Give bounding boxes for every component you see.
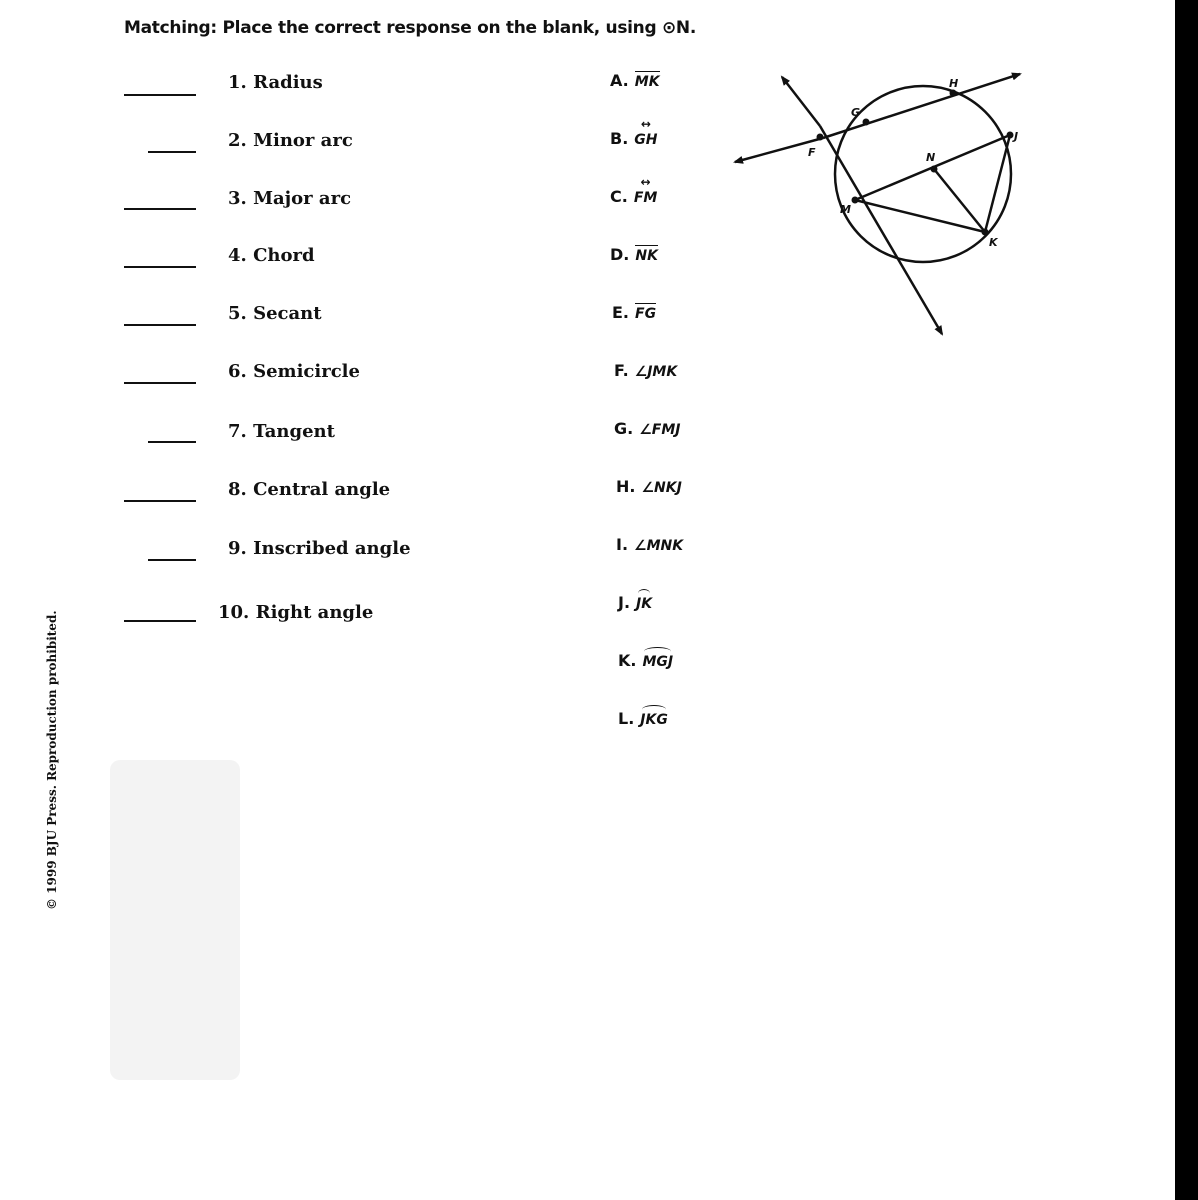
term-item: 4. Chord: [228, 245, 315, 266]
point-dot: [863, 119, 870, 126]
point-label-g: G: [851, 106, 861, 119]
option-item: K. MGJ: [618, 651, 674, 670]
option-item: D. NK: [610, 245, 658, 264]
answer-blank-3[interactable]: [124, 208, 196, 210]
option-item: A. MK: [610, 71, 660, 90]
circle-n: [835, 86, 1011, 262]
answer-blank-1[interactable]: [124, 94, 196, 96]
answer-blank-9[interactable]: [148, 559, 196, 561]
term-item: 2. Minor arc: [228, 130, 353, 151]
option-item: B.↔ GH: [610, 129, 658, 148]
point-dot: [1007, 132, 1014, 139]
term-item: 3. Major arc: [228, 188, 352, 209]
point-dot: [817, 134, 824, 141]
point-label-n: N: [926, 151, 936, 164]
point-dot: [950, 90, 957, 97]
answer-blank-7[interactable]: [148, 441, 196, 443]
point-label-f: F: [808, 146, 816, 159]
point-label-k: K: [989, 236, 998, 249]
point-label-m: M: [840, 203, 851, 216]
copyright-notice: © 1999 BJU Press. Reproduction prohibited.: [45, 610, 59, 910]
instructions-heading: Matching: Place the correct response on the blank, using ⊙N.: [124, 18, 696, 38]
point-dot: [852, 197, 859, 204]
answer-blank-10[interactable]: [124, 620, 196, 622]
faint-smudge: [110, 760, 240, 1080]
answer-blank-6[interactable]: [124, 382, 196, 384]
circle-diagram: [720, 60, 1040, 340]
option-item: L. JKG: [618, 709, 668, 728]
term-item: 8. Central angle: [228, 479, 391, 500]
option-item: E. FG: [612, 303, 657, 322]
option-item: I. ∠MNK: [616, 535, 684, 554]
point-label-j: J: [1014, 130, 1019, 143]
option-item: G. ∠FMJ: [614, 419, 681, 438]
option-item: H. ∠NKJ: [616, 477, 682, 496]
answer-blank-2[interactable]: [148, 151, 196, 153]
option-item: C.↔ FM: [610, 187, 657, 206]
answer-blank-4[interactable]: [124, 266, 196, 268]
term-item: 7. Tangent: [228, 421, 335, 442]
term-item: 10. Right angle: [218, 602, 374, 623]
option-item: J. JK: [618, 593, 653, 612]
segment-mk: [855, 200, 985, 232]
answer-blank-8[interactable]: [124, 500, 196, 502]
point-dot: [931, 166, 938, 173]
secant-line: [782, 77, 820, 126]
option-item: F. ∠JMK: [614, 361, 678, 380]
term-item: 1. Radius: [228, 72, 323, 93]
chord-jk: [985, 135, 1010, 232]
term-item: 6. Semicircle: [228, 361, 360, 382]
term-item: 5. Secant: [228, 303, 322, 324]
answer-blank-5[interactable]: [124, 324, 196, 326]
secant-line: [820, 126, 942, 334]
point-label-h: H: [949, 77, 959, 90]
point-dot: [982, 229, 989, 236]
term-item: 9. Inscribed angle: [228, 538, 411, 559]
